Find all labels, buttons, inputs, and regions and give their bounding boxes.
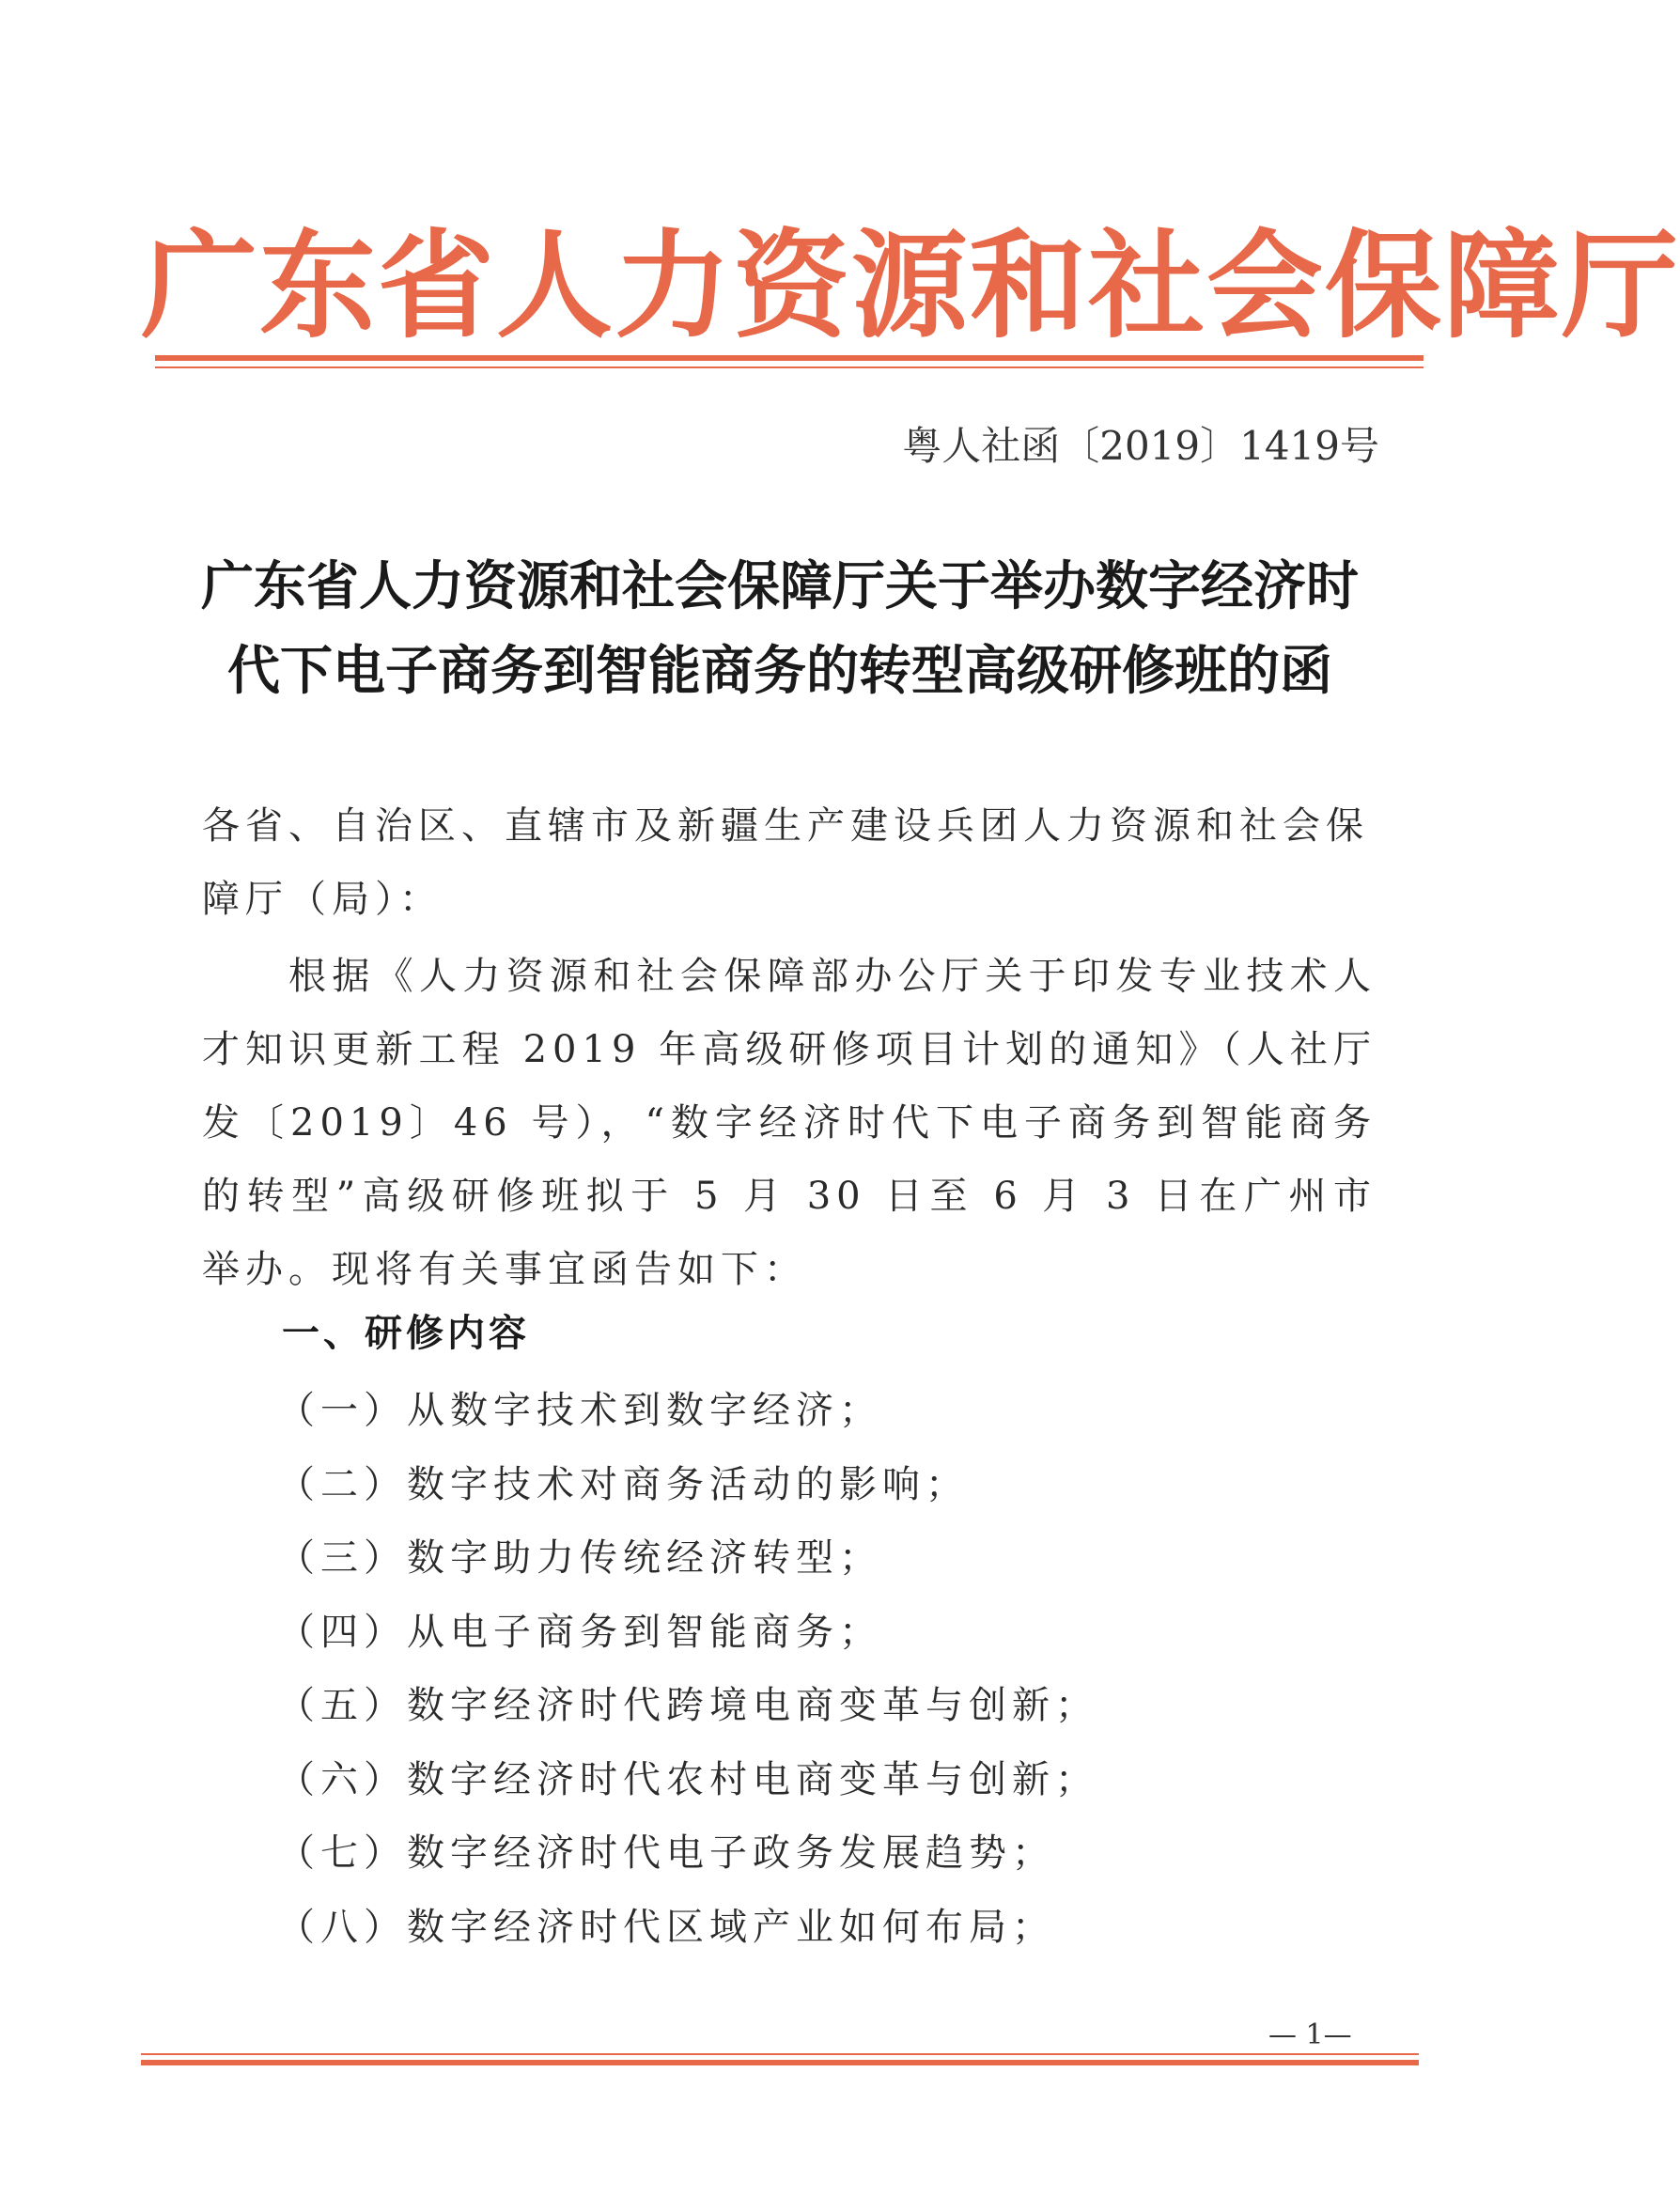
list-item: （八）数字经济时代区域产业如何布局； bbox=[277, 1905, 1055, 1949]
document-title bbox=[188, 545, 1372, 714]
list-item: （四）从电子商务到智能商务； bbox=[277, 1610, 882, 1654]
list-item: （六）数字经济时代农村电商变革与创新； bbox=[277, 1757, 1098, 1801]
list-item: （七）数字经济时代电子政务发展趋势； bbox=[277, 1831, 1055, 1875]
footer-red-rule-thick bbox=[141, 2060, 1419, 2065]
header-red-rule-thin bbox=[155, 366, 1423, 368]
list-item: （五）数字经济时代跨境电商变革与创新； bbox=[277, 1684, 1098, 1727]
header-red-rule-thick bbox=[155, 355, 1423, 361]
issuing-organization-header: 广东省人力资源和社会保障厅 bbox=[141, 219, 1680, 354]
list-item: （二）数字技术对商务活动的影响； bbox=[277, 1462, 969, 1506]
footer-red-rule-thin bbox=[141, 2053, 1419, 2055]
section-heading-training-content: 一、研修内容 bbox=[282, 1312, 530, 1355]
training-content-list bbox=[277, 1374, 1098, 1964]
document-title-line-1: 广东省人力资源和社会保障厅关于举办数字经济时 bbox=[201, 556, 1359, 617]
document-title-line-2: 代下电子商务到智能商务的转型高级研修班的函 bbox=[227, 641, 1332, 702]
addressee: 各省、自治区、直辖市及新疆生产建设兵团人力资源和社会保障厅（局）： bbox=[202, 804, 1369, 921]
page-number: — 1— bbox=[1268, 2018, 1352, 2051]
document-number: 粤人社函〔2019〕1419号 bbox=[902, 423, 1379, 469]
list-item: （三）数字助力传统经济转型； bbox=[277, 1536, 882, 1580]
list-item: （一）从数字技术到数字经济； bbox=[277, 1389, 882, 1432]
intro-paragraph: 根据《人力资源和社会保障部办公厅关于印发专业技术人才知识更新工程 2019 年高级研修项目计划的通知》（人社厅发〔2019〕46 号），“数字经济时代下电子商务到智能商务的转型”高级研修班拟于 5 月 30 日至 6 月 3 日在广州市举办。现将有关事宜函告如下： bbox=[202, 955, 1377, 1291]
